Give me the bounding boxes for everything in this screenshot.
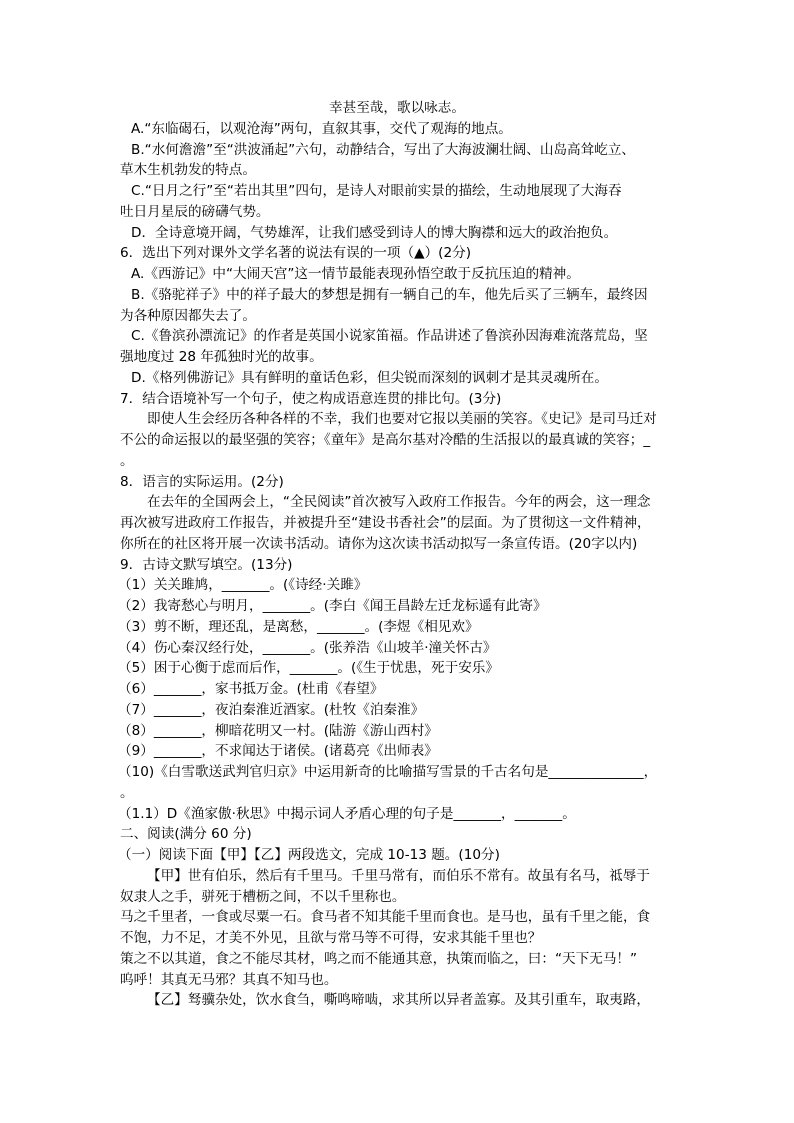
passage-jia-para2-cont: 不饱，力不足，才美不外见，且欲与常马等不可得，安求其能千里也？ [120, 930, 542, 946]
question-9: 9．古诗文默写填空。(13分) [120, 557, 293, 573]
passage-jia-para2: 马之千里者，一食或尽粟一石。食马者不知其能千里而食也。是马也，虽有千里之能，食 [120, 909, 651, 925]
passage-jia-cont: 奴隶人之手，骈死于槽枥之间，不以千里称也。 [120, 889, 406, 905]
question-8: 8．语言的实际运用。(2分) [120, 474, 284, 490]
reading-1-instruction: （一）阅读下面【甲】【乙】两段选文，完成 10-13 题。(10分) [118, 847, 500, 863]
q7-paragraph: 即使人生会经历各种各样的不幸，我们也要对它报以美丽的笑容。《史记》是司马迁对 [147, 411, 657, 427]
passage-jia: 【甲】世有伯乐，然后有千里马。千里马常有，而伯乐不常有。故虽有名马，祗辱于 [147, 868, 650, 884]
q9-item-6: （6）_______，家书抵万金。(杜甫《春望》 [118, 681, 384, 697]
q9-item-1: （1）关关雎鸠，_______。(《诗经·关雎》 [118, 577, 368, 593]
option-a: A.“东临碣石，以观沧海”两句，直叙其事，交代了观海的地点。 [131, 121, 512, 137]
q9-item-2: （2）我寄愁心与明月，_______。(李白《闻王昌龄左迁龙标遥有此寄》 [118, 598, 547, 614]
q9-item-7: （7）_______，夜泊秦淮近酒家。(杜牧《泊秦淮》 [118, 702, 425, 718]
question-7: 7．结合语境补写一个句子，使之构成语意连贯的排比句。(3分) [120, 391, 502, 407]
q6-option-c-cont: 强地度过 28 年孤独时光的故事。 [120, 349, 323, 365]
q7-paragraph-cont: 不公的命运报以的最坚强的笑容；《童年》是高尔基对冷酷的生活报以的最真诚的笑容；_ [120, 432, 651, 448]
option-b: B.“水何澹澹”至“洪波涌起”六句，动静结合，写出了大海波澜壮阔、山岛高耸屹立、 [131, 142, 636, 158]
q8-paragraph: 在去年的全国两会上，“全民阅读”首次被写入政府工作报告。今年的两会，这一理念 [147, 494, 651, 510]
passage-jia-para3: 策之不以其道，食之不能尽其材，鸣之而不能通其意，执策而临之，曰：“天下无马！” [120, 951, 638, 967]
option-c: C.“日月之行”至“若出其里”四句，是诗人对眼前实景的描绘，生动地展现了大海吞 [131, 183, 622, 199]
q7-paragraph-end: 。 [120, 453, 134, 469]
passage-yi: 【乙】驽骥杂处，饮水食刍，嘶鸣啼啮，求其所以异者盖寡。及其引重车，取夷路， [147, 992, 650, 1008]
option-c-cont: 吐日月星辰的磅礴气势。 [120, 204, 270, 220]
q8-paragraph-cont2: 你所在的社区将开展一次读书活动。请你为这次读书活动拟写一条宣传语。(20字以内) [120, 536, 638, 552]
q9-item-10: （10)《白雪歌送武判官归京》中运用新奇的比喻描写雪景的千古名句是______________， [118, 764, 658, 780]
q9-item-3: （3）剪不断，理还乱，是离愁，_______。(李煜《相见欢》 [118, 619, 479, 635]
q6-option-d: D.《格列佛游记》具有鲜明的童话色彩，但尖锐而深刻的讽刺才是其灵魂所在。 [131, 370, 608, 386]
poem-closing-line: 幸甚至哉，歌以咏志。 [329, 100, 465, 116]
passage-jia-para3-cont: 呜呼！其真无马邪？其真不知马也。 [120, 972, 338, 988]
q8-paragraph-cont: 再次被写进政府工作报告，并被提升至“建设书香社会”的层面。为了贯彻这一文件精神， [120, 515, 651, 531]
q6-option-b: B.《骆驼祥子》中的祥子最大的梦想是拥有一辆自己的车，他先后买了三辆车，最终因 [131, 287, 648, 303]
q9-item-10-end: 。 [120, 785, 134, 801]
option-d: D．全诗意境开阔，气势雄浑，让我们感受到诗人的博大胸襟和远大的政治抱负。 [131, 225, 618, 241]
question-6: 6．选出下列对课外文学名著的说法有误的一项（▲）(2分) [120, 245, 472, 261]
q9-item-4: （4）伤心秦汉经行处，_______。(张养浩《山坡羊·潼关怀古》 [118, 640, 497, 656]
option-b-cont: 草木生机勃发的特点。 [120, 162, 256, 178]
q9-item-5: （5）困于心衡于虑而后作，_______。(《生于忧患，死于安乐》 [118, 660, 499, 676]
section-2-heading: 二、阅读(满分 60 分) [120, 826, 252, 842]
q6-option-c: C.《鲁滨孙漂流记》的作者是英国小说家笛福。作品讲述了鲁滨孙因海难流落荒岛，坚 [131, 328, 648, 344]
q6-option-a: A.《西游记》中“大闹天宫”这一情节最能表现孙悟空敢于反抗压迫的精神。 [131, 266, 580, 282]
q9-item-8: （8）_______，柳暗花明又一村。(陆游《游山西村》 [118, 723, 438, 739]
q6-option-b-cont: 为各种原因都失去了。 [120, 308, 256, 324]
q9-item-11: （1.1）D《渔家傲·秋思》中揭示词人矛盾心理的句子是_______，_______。 [118, 806, 576, 822]
q9-item-9: （9）_______，不求闻达于诸侯。(诸葛亮《出师表》 [118, 743, 438, 759]
